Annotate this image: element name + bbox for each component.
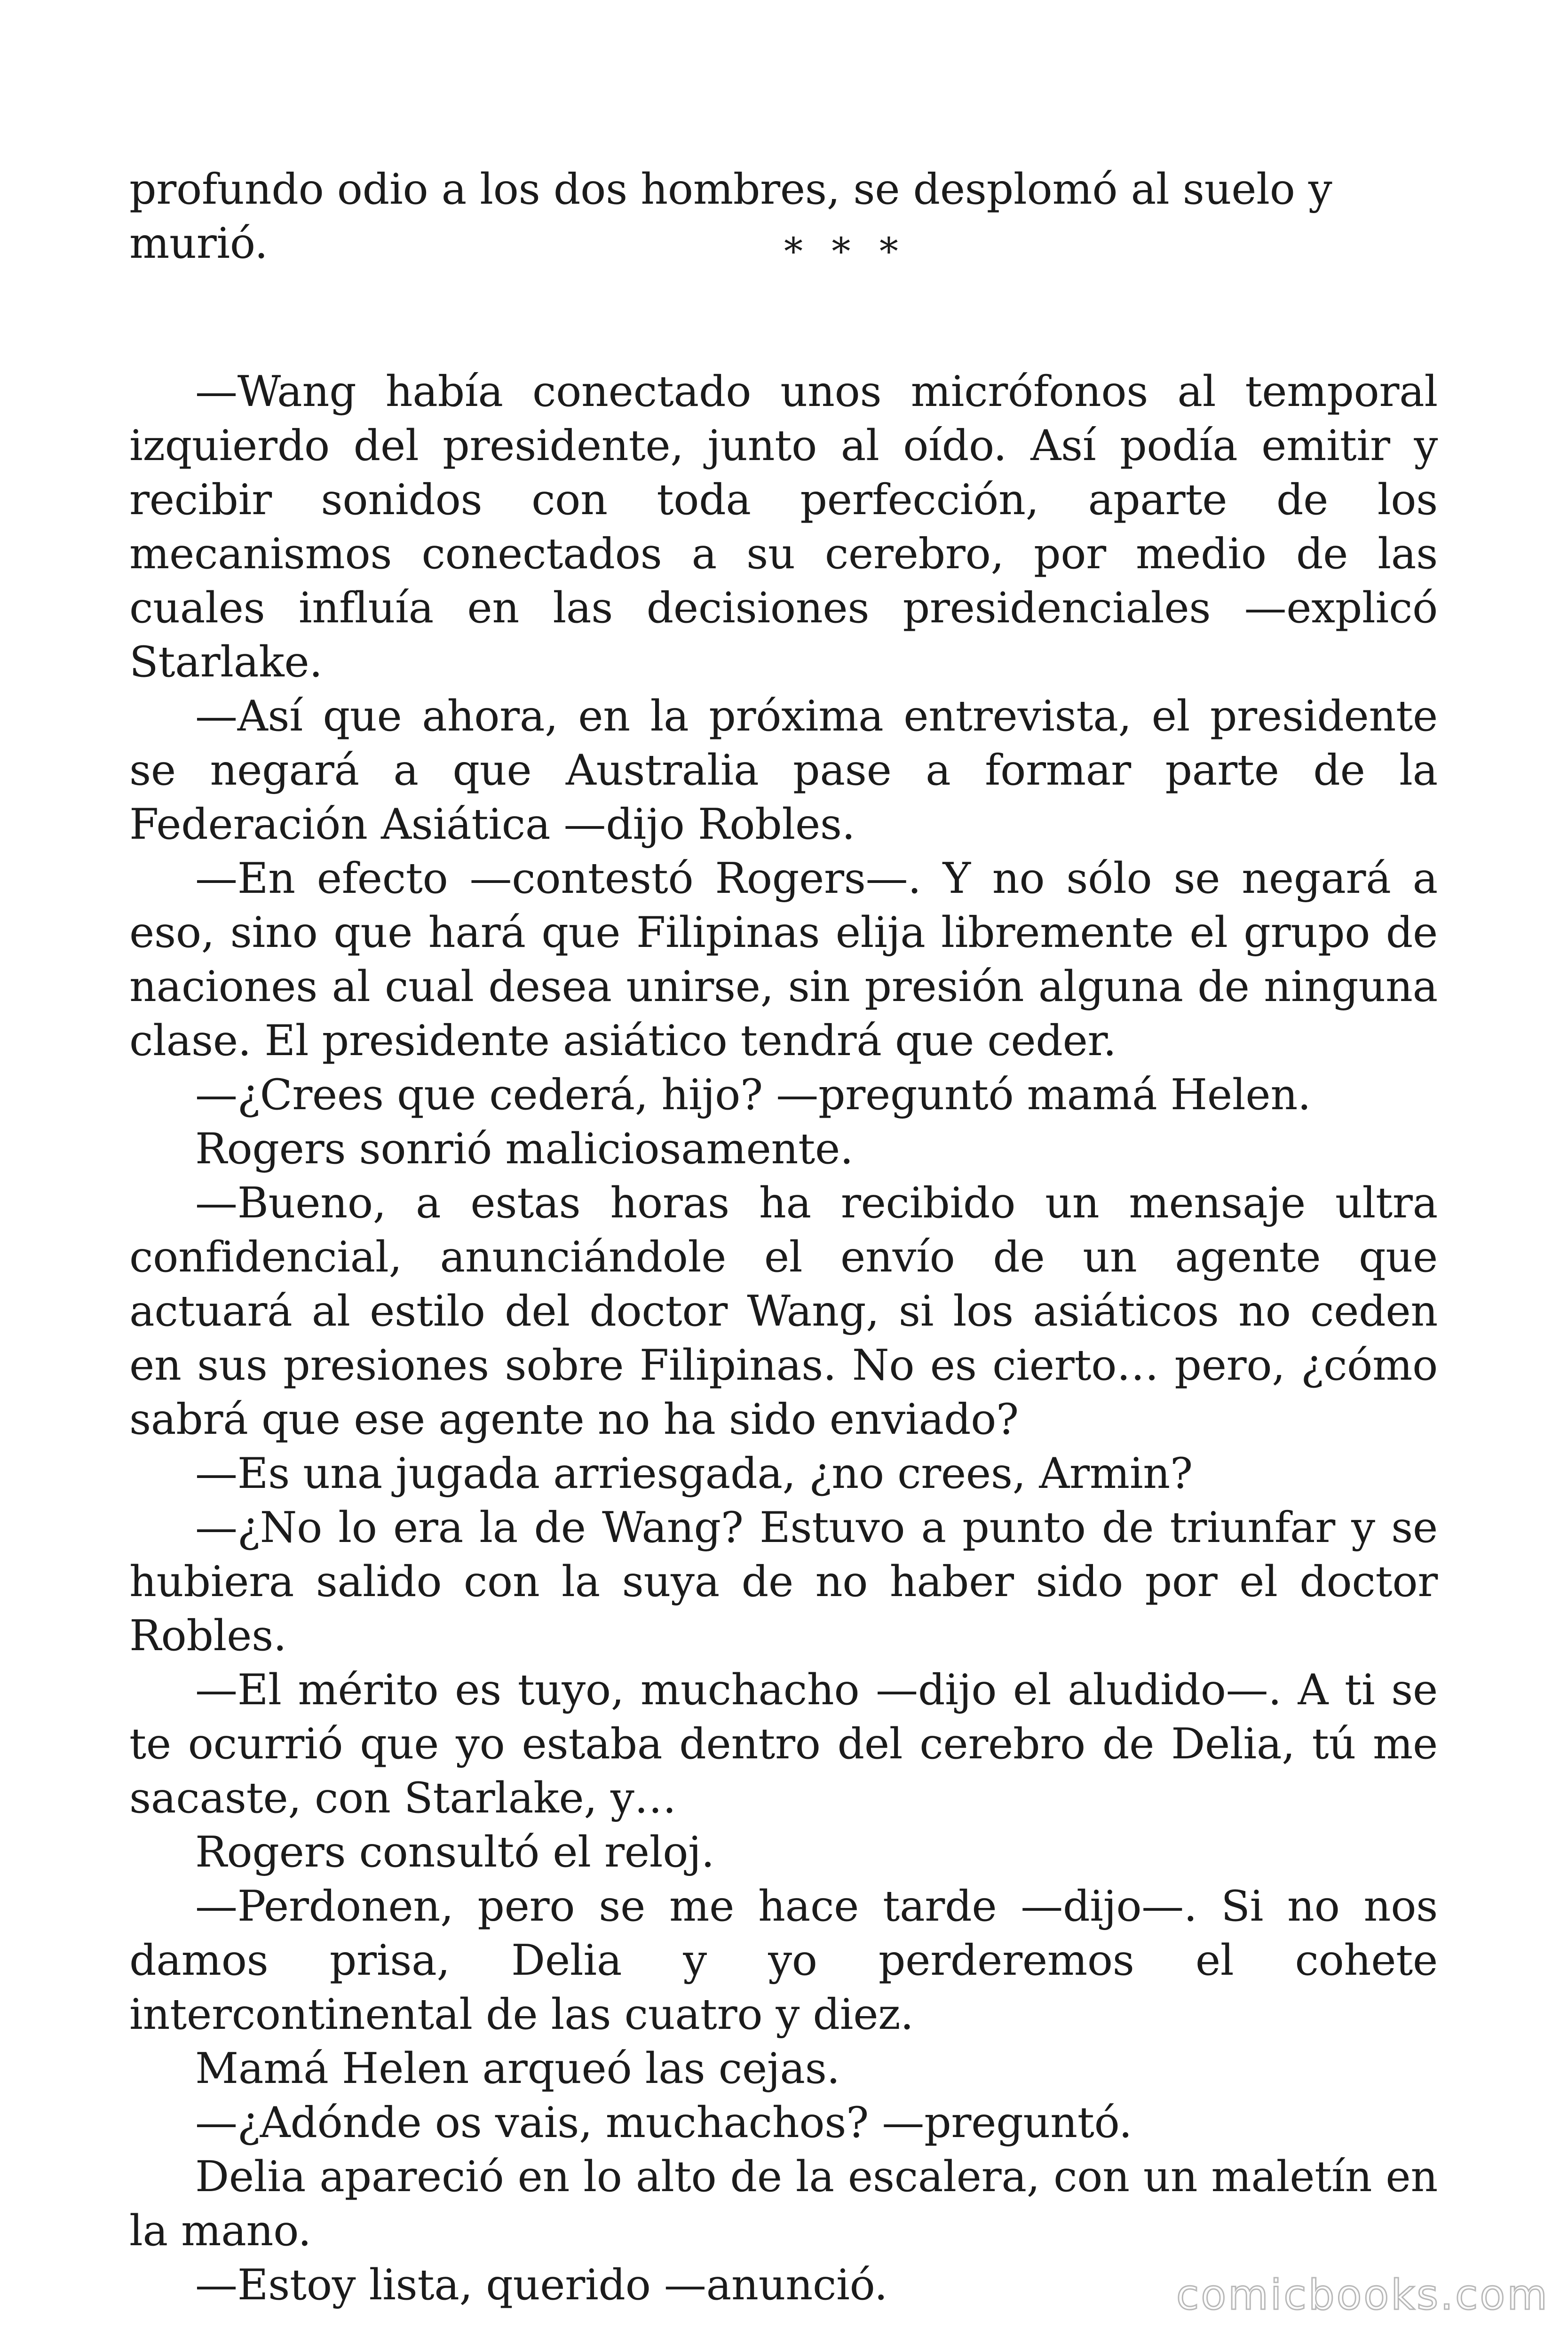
paragraph: —Es una jugada arriesgada, ¿no crees, Armin? [195,1449,1193,1498]
opening-line: profundo odio a los dos hombres, se desplomó al suelo y murió. [129,165,1332,268]
paragraph: —Bueno, a estas horas ha recibido un mensaje ultra confidencial, anunciándole el envío de un agente que actuará al estilo del doctor Wang, si los asiáticos no ceden en sus presiones sobre Filipinas. No es cierto… pero, ¿cómo sabrá que ese agente no ha sido enviado? [129,1178,1438,1444]
paragraph: —¿Adónde os vais, muchachos? —preguntó. [195,2098,1132,2147]
paragraph: —Perdonen, pero se me hace tarde —dijo—. Si no nos damos prisa, Delia y yo perderemos el cohete intercontinental de las cuatro y diez. [129,1882,1438,2039]
paragraph: —Estoy lista, querido —anunció. [195,2260,888,2310]
paragraph: —¿Crees que cederá, hijo? —preguntó mamá Helen. [195,1070,1311,1120]
paragraph: Rogers sonrió maliciosamente. [195,1124,854,1174]
paragraph: —Wang había conectado unos micrófonos al temporal izquierdo del presidente, junto al oído. Así podía emitir y recibir sonidos con toda perfección, aparte de los mecanismos conectados a su cerebro, por medio de las cuales influía en las decisiones presidenciales —explicó Starlake. [129,367,1438,687]
paragraph: —El mérito es tuyo, muchacho —dijo el aludido—. A ti se te ocurrió que yo estaba dentro del cerebro de Delia, tú me sacaste, con Starlake, y… [129,1665,1438,1823]
body-text [129,365,1438,2312]
paragraph: —En efecto —contestó Rogers—. Y no sólo se negará a eso, sino que hará que Filipinas elija libremente el grupo de naciones al cual desea unirse, sin presión alguna de ninguna clase. El presidente asiático tendrá que ceder. [129,854,1438,1065]
paragraph: Mamá Helen arqueó las cejas. [195,2044,840,2093]
paragraph: Rogers consultó el reloj. [195,1828,715,1877]
paragraph: Delia apareció en lo alto de la escalera, con un maletín en la mano. [129,2152,1438,2256]
paragraph: —¿No lo era la de Wang? Estuvo a punto de triunfar y se hubiera salido con la suya de no haber sido por el doctor Robles. [129,1503,1438,1661]
scene-break: * * * [784,230,907,273]
watermark: comicbooks.com [1176,2271,1549,2319]
paragraph: —Así que ahora, en la próxima entrevista, el presidente se negará a que Australia pase a formar parte de la Federación Asiática —dijo Robles. [129,691,1438,849]
